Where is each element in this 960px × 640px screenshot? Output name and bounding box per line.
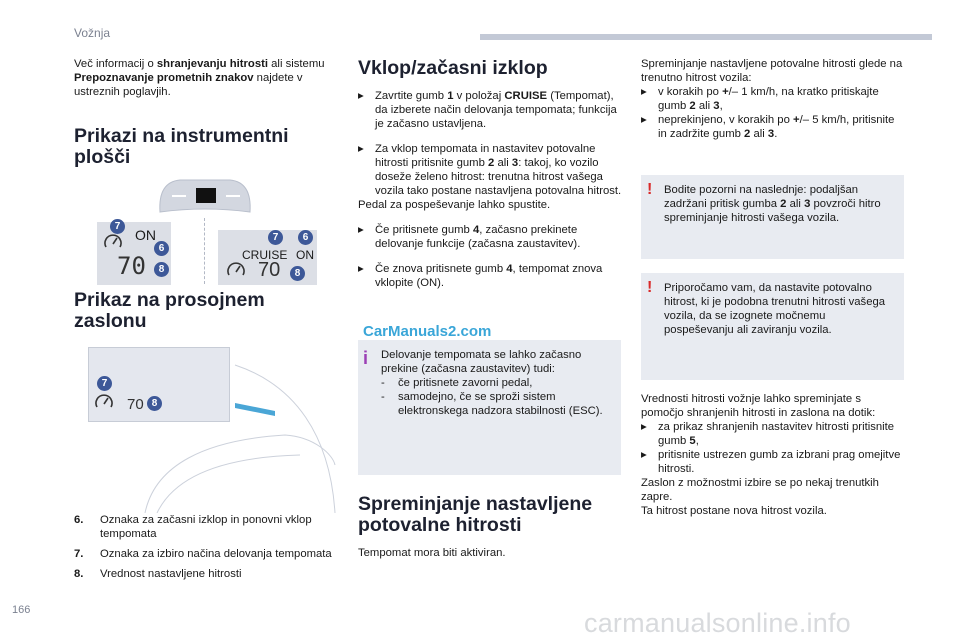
col2-instructions — [358, 89, 622, 290]
section-title: Vožnja — [74, 26, 111, 40]
pedal-note: Pedal za pospeševanje lahko spustite. — [358, 199, 551, 211]
header-bar — [480, 34, 932, 40]
tempomat-active-note: Tempomat mora biti aktiviran. — [358, 547, 506, 559]
watermark-carmanuals2: CarManuals2.com — [363, 323, 492, 340]
hud-screen — [88, 347, 230, 422]
display-speed-right: 70 — [258, 259, 281, 281]
info-item: - če pritisnete zavorni pedal, — [381, 377, 533, 389]
bullet-item: ▸ v korakih po +/– 1 km/h, na kratko pritiskajte gumb 2 ali 3, — [641, 86, 879, 112]
hud-speed: 70 — [127, 396, 144, 413]
col3-instructions — [641, 57, 906, 141]
stored-speeds-intro: Vrednosti hitrosti vožnje lahko spreminjate s pomočjo shranjenih hitrosti in zaslona na dotik: — [641, 393, 876, 419]
speedometer-icon — [103, 232, 123, 250]
intro-paragraph: Več informacij o shranjevanju hitrosti ali sistemu Prepoznavanje prometnih znakov najdete v ustreznih poglavjih. — [74, 58, 325, 98]
instrument-display-left — [97, 222, 171, 285]
heading-change-speed: Spreminjanje nastavljene potovalne hitrosti — [358, 493, 593, 536]
warning-text-2: Priporočamo vam, da nastavite potovalno hitrost, ki je podobna trenutni hitrosti vašega vozila, da se izognete močnemu pospeševanju ali zaviranju vozila. — [664, 282, 886, 336]
page-number: 166 — [12, 604, 31, 616]
dashed-connector — [204, 218, 205, 284]
badge-8: 8 — [290, 266, 305, 281]
bullet-item: ▸ Zavrtite gumb 1 v položaj CRUISE (Tempomat), da izberete način delovanja tempomata; funkcija je začasno ustavljena. — [358, 90, 617, 130]
info-box — [358, 340, 621, 475]
badge-7: 7 — [268, 230, 283, 245]
display-cruise-on: ON — [296, 248, 314, 262]
legend-item: 8. Vrednost nastavljene hitrosti — [74, 568, 242, 580]
warning-icon: ! — [647, 181, 653, 198]
speedometer-icon — [226, 260, 246, 278]
instrument-cluster-icon — [150, 170, 260, 220]
new-speed-note: Ta hitrost postane nova hitrost vozila. — [641, 505, 827, 517]
change-speed-intro: Spreminjanje nastavljene potovalne hitrosti glede na trenutno hitrost vozila: — [641, 58, 903, 84]
info-text: Delovanje tempomata se lahko začasno prekine (začasna zaustavitev) tudi: — [381, 349, 582, 375]
bullet-item: ▸ za prikaz shranjenih nastavitev hitrosti pritisnite gumb 5, — [641, 421, 895, 447]
info-icon: i — [363, 348, 369, 368]
legend-item: 6. Oznaka za začasni izklop in ponovni vklop tempomata — [74, 514, 312, 540]
bullet-item: ▸ Če znova pritisnete gumb 4, tempomat znova vklopite (ON). — [358, 263, 603, 289]
col3-speeds — [641, 392, 906, 518]
info-item: - samodejno, če se sproži sistem elektronskega nadzora stabilnosti (ESC). — [381, 391, 603, 417]
warning-box-2 — [641, 273, 904, 380]
screen-closes-note: Zaslon z možnostmi izbire se po nekaj trenutkih zapre. — [641, 477, 879, 503]
watermark-carmanualsonline: carmanualsonline.info — [584, 608, 851, 638]
display-on-text: ON — [135, 227, 156, 243]
speedometer-icon — [94, 392, 116, 410]
badge-8: 8 — [147, 396, 162, 411]
warning-text-1: Bodite pozorni na naslednje: podaljšan zadržani pritisk gumba 2 ali 3 povzroči hitro spreminjanje hitrosti vašega vozila. — [664, 184, 881, 224]
badge-6: 6 — [298, 230, 313, 245]
legend-item: 7. Oznaka za izbiro načina delovanja tempomata — [74, 548, 332, 560]
heading-on-off: Vklop/začasni izklop — [358, 57, 548, 79]
display-cruise-text: CRUISE — [242, 248, 288, 262]
warning-box-1 — [641, 175, 904, 259]
badge-7: 7 — [97, 376, 112, 391]
bullet-item: ▸ pritisnite ustrezen gumb za izbrani prag omejitve hitrosti. — [641, 449, 901, 475]
instrument-display-right — [218, 230, 317, 285]
bullet-item: ▸ Za vklop tempomata in nastavitev potovalne hitrosti pritisnite gumb 2 ali 3: takoj, ko vozilo doseže želeno hitrost: trenutna hitrost vašega vozila tako postane nastavljena potovalna hitrost. — [358, 143, 622, 197]
warning-icon: ! — [647, 279, 653, 296]
badge-8: 8 — [154, 262, 169, 277]
badge-6: 6 — [154, 241, 169, 256]
heading-head-up-display: Prikaz na prosojnem zaslonu — [74, 289, 265, 332]
display-speed-left: 70 — [117, 252, 146, 280]
bullet-item: ▸ neprekinjeno, v korakih po +/– 5 km/h, pritisnite in zadržite gumb 2 ali 3. — [641, 114, 895, 140]
bullet-item: ▸ Če pritisnete gumb 4, začasno prekinete delovanje funkcije (začasna zaustavitev). — [358, 224, 581, 250]
legend-list — [74, 513, 339, 587]
heading-instrument-panel: Prikazi na instrumentni plošči — [74, 125, 289, 168]
badge-7: 7 — [110, 219, 125, 234]
